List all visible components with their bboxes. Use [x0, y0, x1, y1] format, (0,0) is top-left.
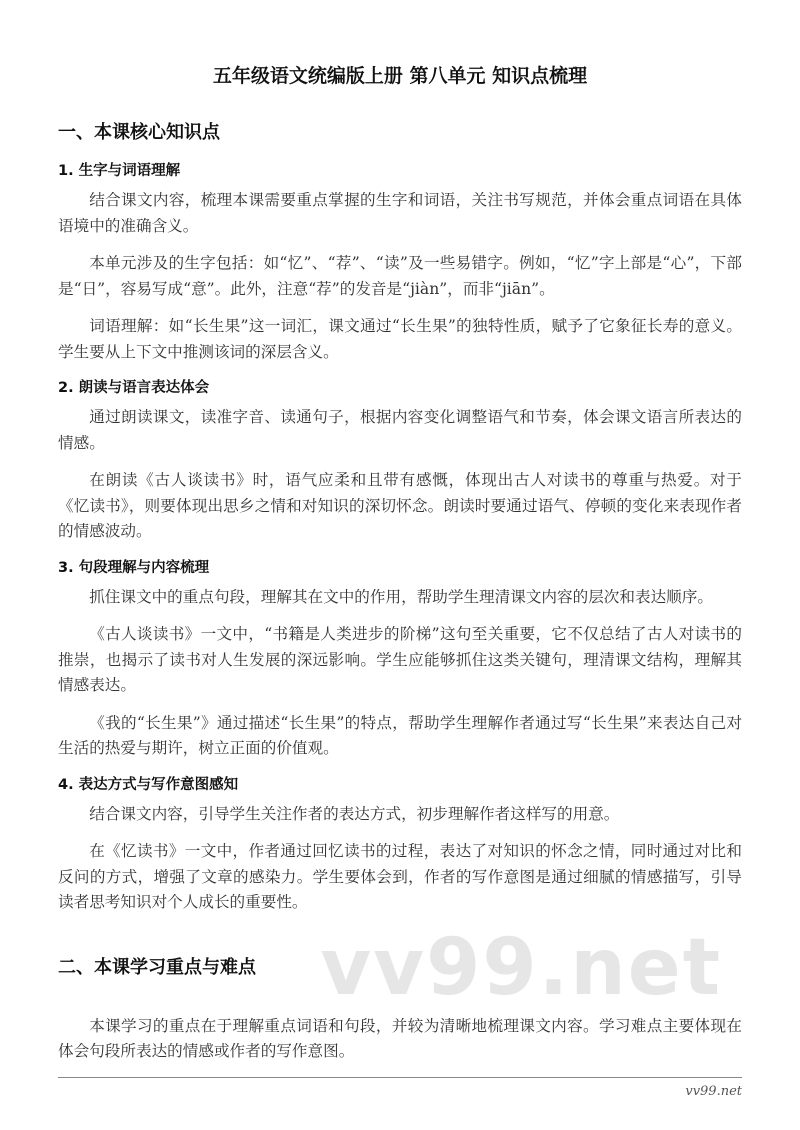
subsection	[58, 557, 742, 762]
subsection	[58, 160, 742, 365]
subsection-heading: 2. 朗读与语言表达体会	[58, 380, 210, 396]
paragraph: 抓住课文中的重点句段，理解其在文中的作用，帮助学生理清课文内容的层次和表达顺序。	[89, 587, 713, 606]
paragraph: 通过朗读课文，读准字音、读通句子，根据内容变化调整语气和节奏，体会课文语言所表达的情感。	[58, 408, 742, 452]
watermark: vv99.net	[320, 922, 722, 1013]
paragraph: 结合课文内容，引导学生关注作者的表达方式，初步理解作者这样写的用意。	[89, 804, 620, 823]
subsection	[58, 774, 742, 916]
paragraph: 在朗读《古人谈读书》时，语气应柔和且带有感慨，体现出古人对读书的尊重与热爱。对于《忆读书》，则要体现出思乡之情和对知识的深切怀念。朗读时要通过语气、停顿的变化来表现作者的情感波动。	[58, 471, 742, 540]
paragraph: 在《忆读书》一文中，作者通过回忆读书的过程，表达了对知识的怀念之情，同时通过对比和反问的方式，增强了文章的感染力。学生要体会到，作者的写作意图是通过细腻的情感描写，引导读者思考知识对个人成长的重要性。	[58, 842, 742, 911]
section-heading: 一、本课核心知识点	[58, 122, 220, 143]
document-title: 五年级语文统编版上册 第八单元 知识点梳理	[212, 65, 588, 87]
paragraph: 本单元涉及的生字包括：如“忆”、“荐”、“读”及一些易错字。例如，“忆”字上部是“心”，下部是“日”，容易写成“意”。此外，注意“荐”的发音是“jiàn”，而非“jiān”。	[58, 254, 742, 298]
document-page	[58, 0, 742, 1122]
section-two-header-row	[58, 922, 742, 1013]
subsection	[58, 377, 742, 545]
subsection-heading: 1. 生字与词语理解	[58, 163, 181, 179]
section-heading: 二、本课学习重点与难点	[58, 956, 256, 978]
subsection-heading: 3. 句段理解与内容梳理	[58, 559, 210, 576]
footer-divider	[58, 1077, 742, 1078]
paragraph: 《古人谈读书》一文中，“书籍是人类进步的阶梯”这句至关重要，它不仅总结了古人对读书的推崇，也揭示了读书对人生发展的深远影响。学生应能够抓住这类关键句，理清课文结构，理解其情感表达。	[58, 625, 742, 694]
paragraph: 结合课文内容，梳理本课需要重点掌握的生字和词语，关注书写规范，并体会重点词语在具体语境中的准确含义。	[58, 191, 742, 235]
paragraph: 本课学习的重点在于理解重点词语和句段，并较为清晰地梳理课文内容。学习难点主要体现在体会句段所表达的情感或作者的写作意图。	[58, 1016, 742, 1060]
paragraph: 词语理解：如“长生果”这一词汇，课文通过“长生果”的独特性质，赋予了它象征长寿的意义。学生要从上下文中推测该词的深层含义。	[58, 317, 742, 361]
paragraph: 《我的“长生果”》通过描述“长生果”的特点，帮助学生理解作者通过写“长生果”来表达自己对生活的热爱与期许，树立正面的价值观。	[58, 713, 742, 757]
subsection-heading: 4. 表达方式与写作意图感知	[58, 776, 239, 793]
footer-site-name: vv99.net	[685, 1083, 742, 1099]
